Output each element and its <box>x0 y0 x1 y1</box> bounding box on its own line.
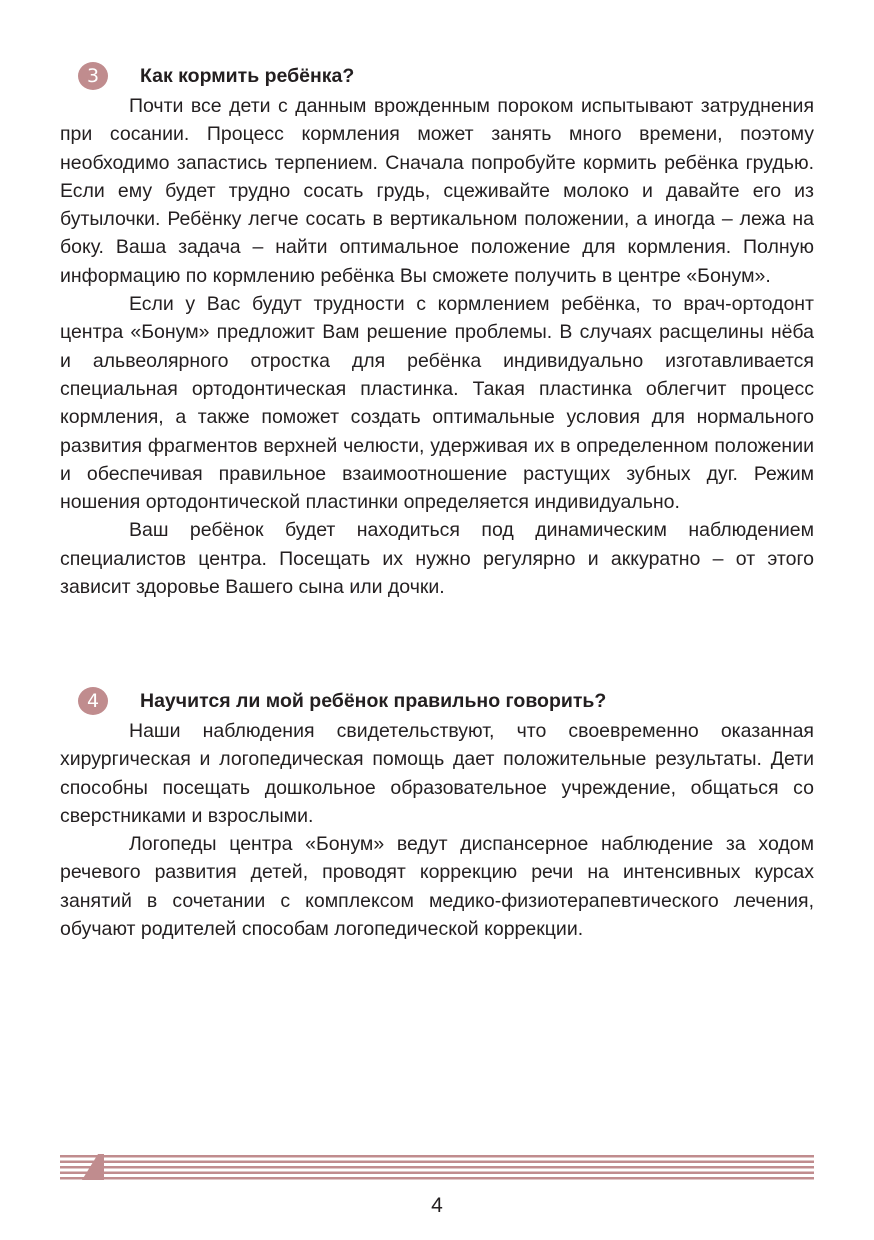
section-number-badge: 4 <box>78 687 108 715</box>
section-heading <box>60 62 814 92</box>
section-title: Как кормить ребёнка? <box>140 65 355 87</box>
paragraph: Логопеды центра «Бонум» ведут диспансерное наблюдение за ходом речевого развития детей, проводят коррекцию речи на интенсивных курсах занятий в сочетании с комплексом медико-физиотерапевтического лечения, обучают родителей способам логопедической коррекции. <box>60 833 814 941</box>
section-title: Научится ли мой ребёнок правильно говорить? <box>140 690 607 712</box>
section-heading <box>60 687 814 717</box>
section-number-badge: 3 <box>78 62 108 90</box>
section-speech <box>60 687 814 943</box>
page-number: 4 <box>431 1194 443 1217</box>
paragraph: Наши наблюдения свидетельствуют, что своевременно оказанная хирургическая и логопедическая помощь дает положительные результаты. Дети способны посещать дошкольное образовательное учреждение, общаться со сверстниками и взрослыми. <box>60 720 814 827</box>
section-feeding <box>60 62 814 601</box>
paragraph: Почти все дети с данным врожденным пороком испытывают затруднения при сосании. Процесс кормления может занять много времени, поэтому необходимо запастись терпением. Сначала попробуйте кормить ребёнка грудью. Если ему будет трудно сосать грудь, сцеживайте молоко и давайте его из бутылочки. Ребёнку легче сосать в вертикальном положении, а иногда – лежа на боку. Ваша задача – найти оптимальное положение для кормления. Полную информацию по кормлению ребёнка Вы сможете получить в центре «Бонум». <box>60 95 814 287</box>
footer-stripes-decoration <box>60 1153 814 1183</box>
paragraph: Если у Вас будут трудности с кормлением ребёнка, то врач-ортодонт центра «Бонум» предложит Вам решение проблемы. В случаях расщелины нёба и альвеолярного отростка для ребёнка индивидуально изготавливается специальная ортодонтическая пластинка. Такая пластинка облегчит процесс кормления, а также поможет создать оптимальные условия для нормального развития фрагментов верхней челюсти, удерживая их в определенном положении и обеспечивая правильное взаимоотношение растущих зубных дуг. Режим ношения ортодонтической пластинки определяется индивидуально. <box>60 293 814 514</box>
paragraph: Ваш ребёнок будет находиться под динамическим наблюдением специалистов центра. Посещать их нужно регулярно и аккуратно – от этого зависит здоровье Вашего сына или дочки. <box>60 519 814 599</box>
